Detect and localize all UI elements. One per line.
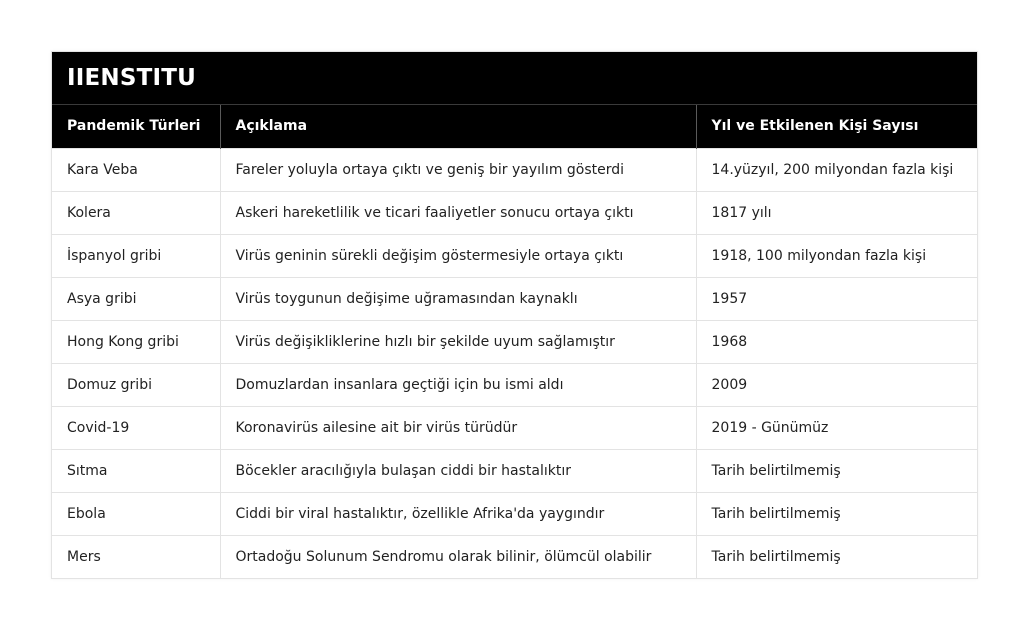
cell-year-affected: 1957 (696, 277, 977, 320)
cell-description: Böcekler aracılığıyla bulaşan ciddi bir hastalıktır (220, 449, 696, 492)
column-header-pandemic-type: Pandemik Türleri (52, 105, 220, 148)
cell-description: Virüs toygunun değişime uğramasından kaynaklı (220, 277, 696, 320)
cell-pandemic-type: Kara Veba (52, 148, 220, 191)
cell-description: Ciddi bir viral hastalıktır, özellikle Afrika'da yaygındır (220, 492, 696, 535)
table-header-row (52, 105, 977, 148)
table-row (52, 363, 977, 406)
table-row (52, 191, 977, 234)
cell-year-affected: 14.yüzyıl, 200 milyondan fazla kişi (696, 148, 977, 191)
cell-description: Ortadoğu Solunum Sendromu olarak bilinir, ölümcül olabilir (220, 535, 696, 578)
cell-year-affected: Tarih belirtilmemiş (696, 492, 977, 535)
pandemic-table (52, 105, 977, 578)
cell-pandemic-type: Mers (52, 535, 220, 578)
cell-pandemic-type: Hong Kong gribi (52, 320, 220, 363)
cell-description: Virüs değişikliklerine hızlı bir şekilde uyum sağlamıştır (220, 320, 696, 363)
cell-description: Domuzlardan insanlara geçtiği için bu ismi aldı (220, 363, 696, 406)
cell-pandemic-type: Asya gribi (52, 277, 220, 320)
cell-year-affected: 2019 - Günümüz (696, 406, 977, 449)
table-row (52, 277, 977, 320)
cell-year-affected: 1918, 100 milyondan fazla kişi (696, 234, 977, 277)
column-header-description: Açıklama (220, 105, 696, 148)
cell-pandemic-type: Covid-19 (52, 406, 220, 449)
cell-description: Fareler yoluyla ortaya çıktı ve geniş bir yayılım gösterdi (220, 148, 696, 191)
table-row (52, 234, 977, 277)
brand-title: IIENSTITU (52, 52, 977, 105)
cell-pandemic-type: Domuz gribi (52, 363, 220, 406)
table-row (52, 406, 977, 449)
cell-description: Askeri hareketlilik ve ticari faaliyetler sonucu ortaya çıktı (220, 191, 696, 234)
pandemic-table-card (51, 51, 978, 579)
column-header-year-affected: Yıl ve Etkilenen Kişi Sayısı (696, 105, 977, 148)
cell-year-affected: 1968 (696, 320, 977, 363)
cell-pandemic-type: İspanyol gribi (52, 234, 220, 277)
table-row (52, 492, 977, 535)
table-row (52, 148, 977, 191)
table-row (52, 320, 977, 363)
cell-pandemic-type: Ebola (52, 492, 220, 535)
cell-description: Koronavirüs ailesine ait bir virüs türüdür (220, 406, 696, 449)
cell-year-affected: Tarih belirtilmemiş (696, 449, 977, 492)
cell-pandemic-type: Kolera (52, 191, 220, 234)
cell-description: Virüs geninin sürekli değişim göstermesiyle ortaya çıktı (220, 234, 696, 277)
cell-year-affected: 1817 yılı (696, 191, 977, 234)
cell-pandemic-type: Sıtma (52, 449, 220, 492)
cell-year-affected: Tarih belirtilmemiş (696, 535, 977, 578)
table-row (52, 535, 977, 578)
cell-year-affected: 2009 (696, 363, 977, 406)
table-row (52, 449, 977, 492)
